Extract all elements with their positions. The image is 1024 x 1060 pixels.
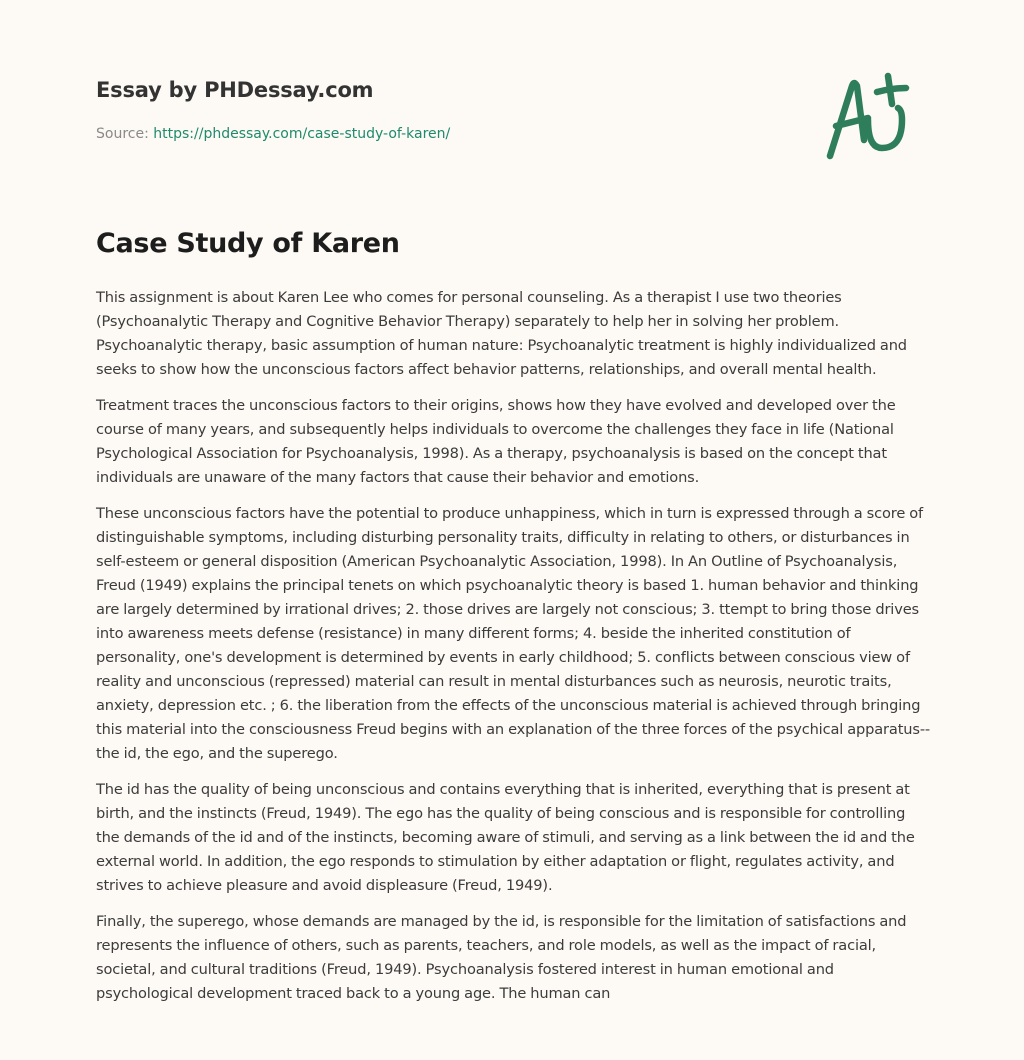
paragraph: These unconscious factors have the potential to produce unhappiness, which in turn is expressed through a score of distinguishable symptoms, including disturbing personality traits, difficulty in relating to others, or disturbances in self-esteem or general disposition (American Psychoanalytic Association, 1998). In An Outline of Psychoanalysis, Freud (1949) explains the principal tenets on which psychoanalytic theory is based 1. human behavior and thinking are largely determined by irrational drives; 2. those drives are largely not conscious; 3. ttempt to bring those drives into awareness meets defense (resistance) in many different forms; 4. beside the inherited constitution of personality, one's development is determined by events in early childhood; 5. conflicts between conscious view of reality and unconscious (repressed) material can result in mental disturbances such as neurosis, neurotic traits, anxiety, depression etc. ; 6. the liberation from the effects of the unconscious material is achieved through bringing this material into the consciousness Freud begins with an explanation of the three forces of the psychical apparatus--the id, the ego, and the superego. xyxy=(96,505,931,762)
paragraph: This assignment is about Karen Lee who comes for personal counseling. As a therapist I use two theories (Psychoanalytic Therapy and Cognitive Behavior Therapy) separately to help her in solving her problem. Psychoanalytic therapy, basic assumption of human nature: Psychoanalytic treatment is highly individualized and seeks to show how the unconscious factors affect behavior patterns, relationships, and overall mental health. xyxy=(96,289,907,378)
paragraph: Treatment traces the unconscious factors to their origins, shows how they have evolved and developed over the course of many years, and subsequently helps individuals to overcome the challenges they face in life (National Psychological Association for Psychoanalysis, 1998). As a therapy, psychoanalysis is based on the concept that individuals are unaware of the many factors that cause their behavior and emotions. xyxy=(96,397,896,486)
paragraph: Finally, the superego, whose demands are managed by the id, is responsible for the limitation of satisfactions and represents the influence of others, such as parents, teachers, and role models, as well as the impact of racial, societal, and cultural traditions (Freud, 1949). Psychoanalysis fostered interest in human emotional and psychological development traced back to a young age. The human can xyxy=(96,913,907,1002)
source-label: Source: xyxy=(96,126,154,142)
brand-title: Essay by PHDessay.com xyxy=(96,78,374,102)
source-link[interactable]: https://phdessay.com/case-study-of-karen/ xyxy=(153,126,451,142)
paragraph: The id has the quality of being unconscious and contains everything that is inherited, everything that is present at birth, and the instincts (Freud, 1949). The ego has the quality of being conscious and is responsible for controlling the demands of the id and of the instincts, becoming aware of stimuli, and serving as a link between the id and the external world. In addition, the ego responds to stimulation by either adaptation or flight, regulates activity, and strives to achieve pleasure and avoid displeasure (Freud, 1949). xyxy=(96,781,915,894)
a-plus-icon xyxy=(822,68,928,164)
source-line xyxy=(96,124,450,144)
page-header xyxy=(96,74,928,142)
article-title: Case Study of Karen xyxy=(96,228,400,259)
article-body xyxy=(96,286,932,1018)
